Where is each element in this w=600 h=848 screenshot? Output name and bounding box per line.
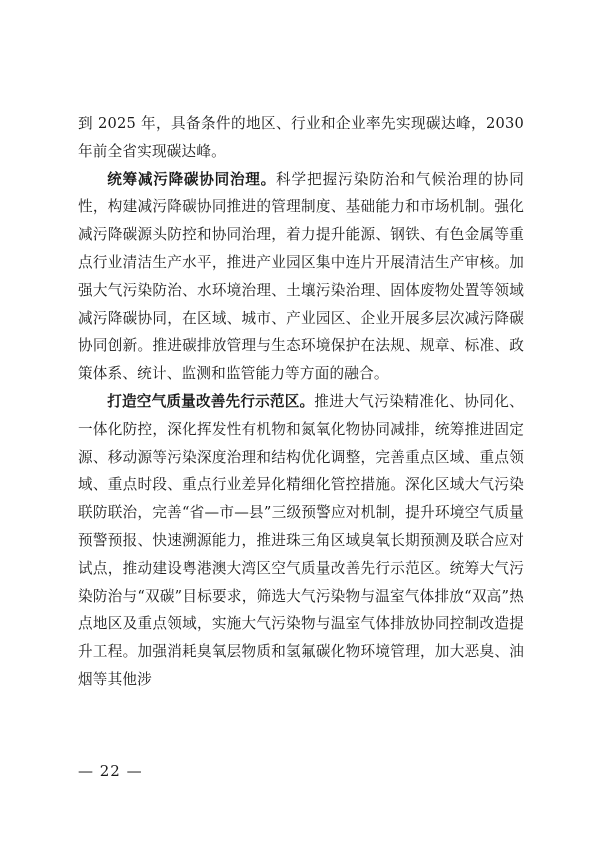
- paragraph-heading: 统筹减污降碳协同治理。: [107, 170, 276, 188]
- paragraph-heading: 打造空气质量改善先行示范区。: [107, 392, 315, 410]
- body-text: [78, 110, 524, 694]
- paragraph-air-quality: [78, 388, 524, 694]
- paragraph-continuation: [78, 110, 524, 166]
- paragraph-text: 推进大气污染精准化、协同化、一体化防控，深化挥发性有机物和氮氧化物协同减排，统筹推进固定源、移动源等污染深度治理和结构优化调整，完善重点区域、重点领域、重点时段、重点行业差异化精细化管控措施。深化区域大气污染联防联治，完善“省—市—县”三级预警应对机制，提升环境空气质量预警预报、快速溯源能力，推进珠三角区域臭氧长期预测及联合应对试点，推动建设粤港澳大湾区空气质量改善先行示范区。统筹大气污染防治与“双碳”目标要求，筛选大气污染物与温室气体排放“双高”热点地区及重点领域，实施大气污染物与温室气体排放协同控制改造提升工程。加强消耗臭氧层物质和氢氟碳化物环境管理，加大恶臭、油烟等其他涉: [78, 392, 524, 688]
- paragraph-text: 科学把握污染防治和气候治理的协同性，构建减污降碳协同推进的管理制度、基础能力和市场机制。强化减污降碳源头防控和协同治理，着力提升能源、钢铁、有色金属等重点行业清洁生产水平，推进产业园区集中连片开展清洁生产审核。加强大气污染防治、水环境治理、土壤污染治理、固体废物处置等领域减污降碳协同，在区域、城市、产业园区、企业开展多层次减污降碳协同创新。推进碳排放管理与生态环境保护在法规、规章、标准、政策体系、统计、监测和监管能力等方面的融合。: [78, 170, 524, 383]
- paragraph-text: 到 2025 年，具备条件的地区、行业和企业率先实现碳达峰，2030 年前全省实现碳达峰。: [78, 115, 524, 160]
- page-number: — 22 —: [78, 762, 143, 780]
- paragraph-pollution-carbon: [78, 166, 524, 388]
